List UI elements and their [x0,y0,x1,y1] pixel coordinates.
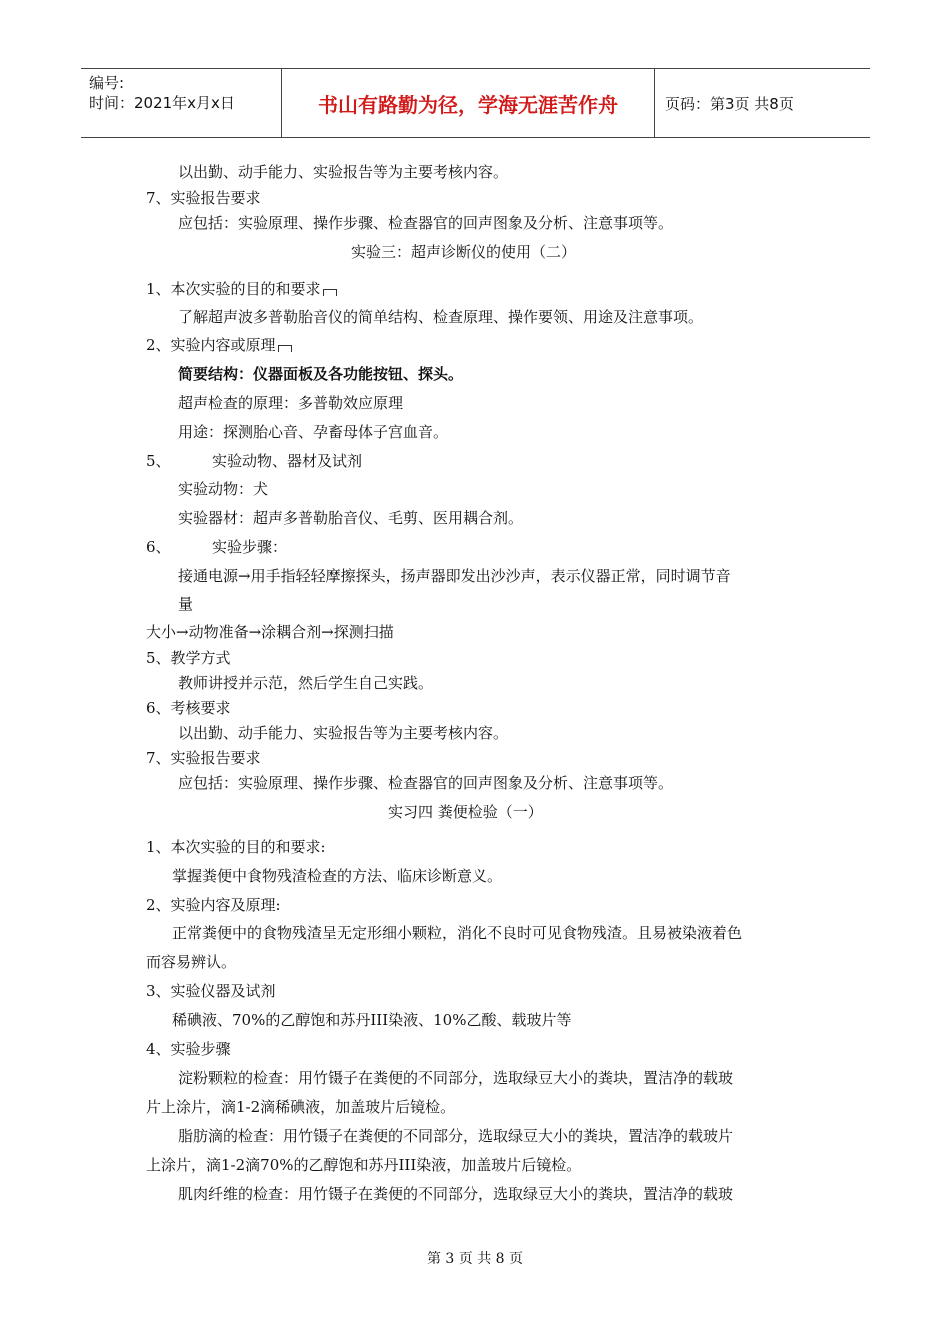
section-heading: 实验动物、器材及试剂 [212,452,363,470]
section-heading: 4、实验步骤 [146,1040,231,1058]
bracket-mark-icon [278,345,292,352]
body-line-bold: 简要结构：仪器面板及各功能按钮、探头。 [178,365,464,383]
header-left-cell [81,69,281,137]
body-line: 肌肉纤维的检查：用竹镊子在粪便的不同部分，选取绿豆大小的粪块，置洁净的载玻 [178,1185,734,1203]
section-heading: 6、考核要求 [146,699,231,717]
body-line: 用途：探测胎心音、孕畜母体子宫血音。 [178,423,449,441]
body-line: 应包括：实验原理、操作步骤、检查器官的回声图象及分析、注意事项等。 [178,774,674,792]
body-line: 脂肪滴的检查：用竹镊子在粪便的不同部分，选取绿豆大小的粪块，置洁净的载玻片 [178,1127,734,1145]
section-heading-text: 1、本次实验的目的和要求 [146,280,321,298]
body-line: 以出勤、动手能力、实验报告等为主要考核内容。 [178,724,509,742]
bracket-mark-icon [323,289,337,296]
body-line: 了解超声波多普勒胎音仪的简单结构、检查原理、操作要领、用途及注意事项。 [178,308,704,326]
section-heading [146,335,292,355]
body-line: 量 [178,595,194,613]
section-heading: 实验步骤： [212,538,288,556]
document-date: 时间：2021年x月x日 [89,94,235,112]
body-line: 以出勤、动手能力、实验报告等为主要考核内容。 [178,163,509,181]
body-line: 淀粉颗粒的检查：用竹镊子在粪便的不同部分，选取绿豆大小的粪块，置洁净的载玻 [178,1069,734,1087]
practice-title: 实习四 粪便检验（一） [388,803,543,821]
section-heading: 1、本次实验的目的和要求: [146,838,326,856]
document-number-label: 编号: [89,74,125,92]
section-number: 6、 [146,538,171,556]
section-heading: 7、实验报告要求 [146,189,261,207]
experiment-title: 实验三：超声诊断仪的使用（二） [351,243,577,261]
body-line: 接通电源→用手指轻轻摩擦探头，扬声器即发出沙沙声，表示仪器正常，同时调节音 [178,567,731,585]
header-motto: 书山有路勤为径，学海无涯苦作舟 [281,69,655,137]
section-heading: 7、实验报告要求 [146,749,261,767]
section-heading [146,279,337,299]
section-heading: 5、教学方式 [146,649,231,667]
section-heading-text: 2、实验内容或原理 [146,336,276,354]
section-heading: 2、实验内容及原理: [146,896,281,914]
body-line: 上涂片，滴1-2滴70%的乙醇饱和苏丹III染液，加盖玻片后镜检。 [146,1156,582,1174]
body-line: 实验器材：超声多普勒胎音仪、毛剪、医用耦合剂。 [178,509,524,527]
body-line: 超声检查的原理：多普勒效应原理 [178,394,404,412]
section-number: 5、 [146,452,171,470]
body-line: 教师讲授并示范，然后学生自己实践。 [178,674,434,692]
body-line: 而容易辨认。 [146,953,237,971]
body-line: 大小→动物准备→涂耦合剂→探测扫描 [146,623,394,641]
body-line: 掌握粪便中食物残渣检查的方法、临床诊断意义。 [172,867,503,885]
body-line: 稀碘液、70%的乙醇饱和苏丹III染液、10%乙酸、载玻片等 [172,1011,572,1029]
body-line: 应包括：实验原理、操作步骤、检查器官的回声图象及分析、注意事项等。 [178,214,674,232]
body-line: 正常粪便中的食物残渣呈无定形细小颗粒，消化不良时可见食物残渣。且易被染液着色 [172,924,743,942]
body-line: 片上涂片，滴1-2滴稀碘液，加盖玻片后镜检。 [146,1098,456,1116]
page-footer: 第 3 页 共 8 页 [426,1251,524,1267]
header-page-number: 页码：第3页 共8页 [665,94,794,113]
section-heading: 3、实验仪器及试剂 [146,982,276,1000]
page-header [81,68,870,138]
body-line: 实验动物：犬 [178,480,269,498]
